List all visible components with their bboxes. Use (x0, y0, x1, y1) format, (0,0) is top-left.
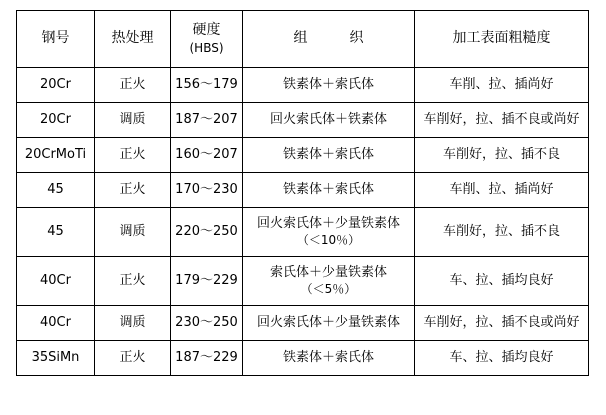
cell-steel-grade: 35SiMn (17, 341, 95, 376)
table-row (17, 68, 589, 103)
cell-steel-grade: 20CrMoTi (17, 138, 95, 173)
cell-hardness: 160～207 (171, 138, 243, 173)
cell-structure: 铁素体＋索氏体 (243, 341, 415, 376)
table-header-row (17, 11, 589, 68)
cell-structure (243, 257, 415, 306)
table-body (17, 68, 589, 376)
cell-hardness: 187～207 (171, 103, 243, 138)
cell-heat-treatment: 调质 (95, 103, 171, 138)
cell-hardness: 156～179 (171, 68, 243, 103)
column-header-hardness (171, 11, 243, 68)
cell-structure: 铁素体＋索氏体 (243, 68, 415, 103)
cell-heat-treatment: 调质 (95, 306, 171, 341)
cell-steel-grade: 20Cr (17, 103, 95, 138)
column-header-structure (243, 11, 415, 68)
cell-structure: 回火索氏体＋少量铁素体 (243, 306, 415, 341)
cell-roughness: 车削好，拉、插不良 (415, 138, 589, 173)
cell-roughness: 车、拉、插均良好 (415, 341, 589, 376)
table-row (17, 208, 589, 257)
cell-roughness: 车削好，拉、插不良 (415, 208, 589, 257)
cell-roughness: 车削好，拉、插不良或尚好 (415, 306, 589, 341)
table-row (17, 257, 589, 306)
cell-hardness: 170～230 (171, 173, 243, 208)
column-header-structure-label: 组 织 (293, 30, 378, 47)
cell-structure-note: （＜10％） (296, 232, 361, 247)
column-header-hardness-title: 硬度 (192, 21, 221, 38)
cell-heat-treatment: 正火 (95, 138, 171, 173)
cell-heat-treatment: 正火 (95, 68, 171, 103)
cell-steel-grade: 45 (17, 173, 95, 208)
cell-heat-treatment: 调质 (95, 208, 171, 257)
column-header-heat-treatment: 热处理 (95, 11, 171, 68)
cell-structure: 铁素体＋索氏体 (243, 173, 415, 208)
table-header (17, 11, 589, 68)
cell-roughness: 车、拉、插均良好 (415, 257, 589, 306)
cell-heat-treatment: 正火 (95, 257, 171, 306)
cell-steel-grade: 20Cr (17, 68, 95, 103)
column-header-surface-roughness: 加工表面粗糙度 (415, 11, 589, 68)
cell-hardness: 179～229 (171, 257, 243, 306)
table-row (17, 341, 589, 376)
cell-steel-grade: 40Cr (17, 306, 95, 341)
document-page (0, 10, 606, 415)
cell-structure-main: 索氏体＋少量铁素体 (269, 265, 387, 281)
table-row (17, 103, 589, 138)
table-row (17, 173, 589, 208)
cell-heat-treatment: 正火 (95, 341, 171, 376)
cell-structure: 铁素体＋索氏体 (243, 138, 415, 173)
column-header-hardness-unit: (HBS) (189, 41, 224, 56)
cell-hardness: 230～250 (171, 306, 243, 341)
cell-roughness: 车削、拉、插尚好 (415, 173, 589, 208)
cell-structure (243, 208, 415, 257)
cell-structure: 回火索氏体＋铁素体 (243, 103, 415, 138)
column-header-steel-grade: 钢号 (17, 11, 95, 68)
cell-hardness: 187～229 (171, 341, 243, 376)
table-row (17, 138, 589, 173)
cell-steel-grade: 45 (17, 208, 95, 257)
cell-roughness: 车削好，拉、插不良或尚好 (415, 103, 589, 138)
cell-structure-note: （＜5％） (300, 281, 357, 296)
cell-steel-grade: 40Cr (17, 257, 95, 306)
cell-roughness: 车削、拉、插尚好 (415, 68, 589, 103)
cell-hardness: 220～250 (171, 208, 243, 257)
cell-heat-treatment: 正火 (95, 173, 171, 208)
table-row (17, 306, 589, 341)
steel-properties-table (16, 10, 589, 376)
cell-structure-main: 回火索氏体＋少量铁素体 (256, 216, 400, 232)
